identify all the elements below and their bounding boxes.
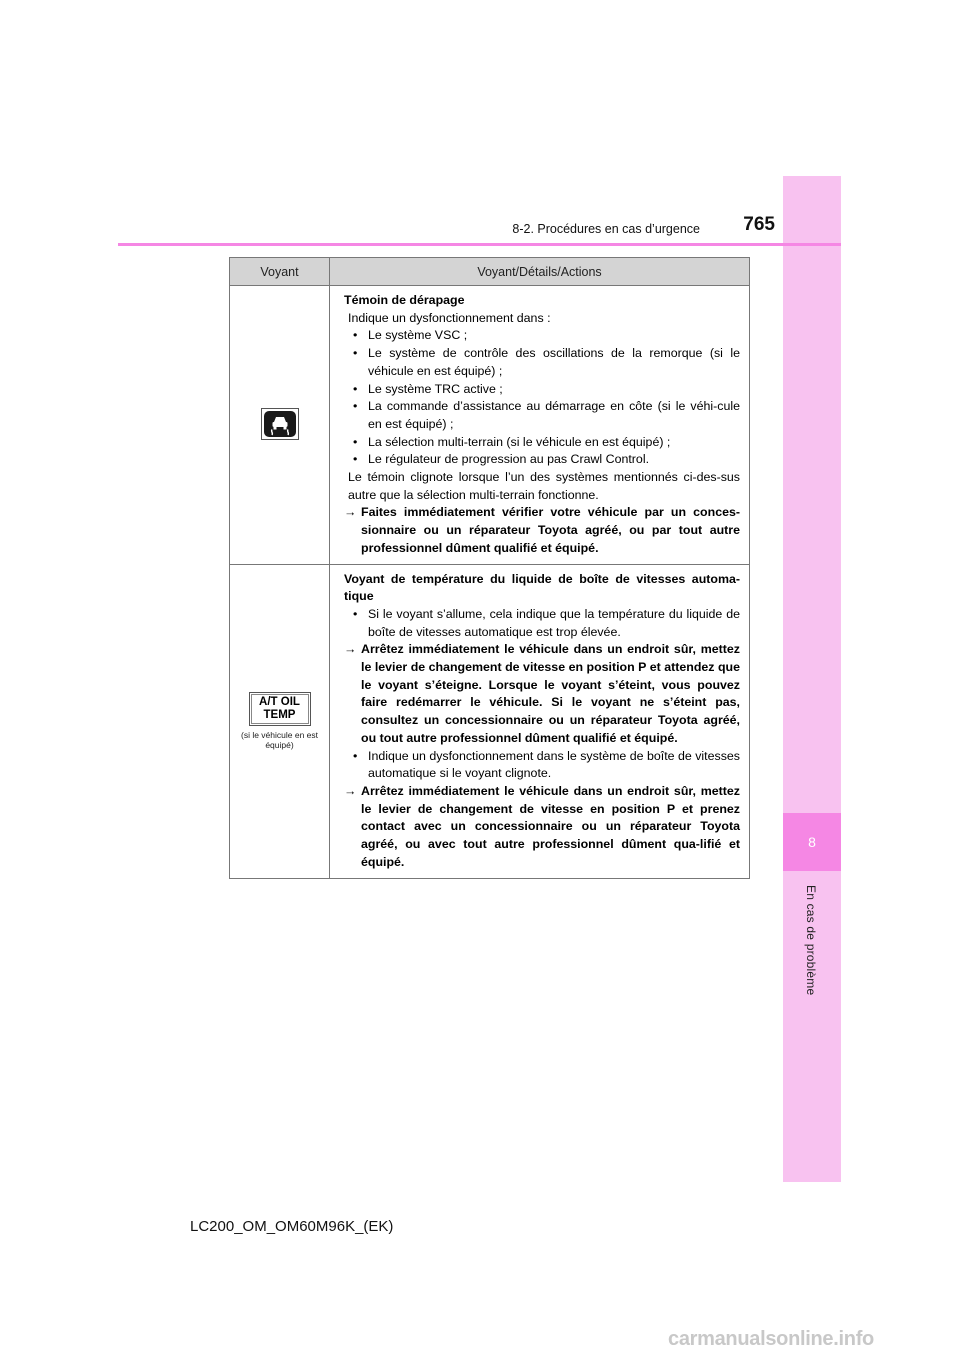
- column-header-light: Voyant: [230, 258, 330, 286]
- row-note: Le témoin clignote lorsque l’un des systèmes mentionnés ci-des-sus autre que la sélection multi-terrain fonctionne.: [348, 470, 740, 502]
- column-header-details: Voyant/Détails/Actions: [330, 258, 750, 286]
- arrow-icon: →: [344, 642, 357, 657]
- at-oil-temp-icon: A/T OIL TEMP: [249, 692, 311, 726]
- arrow-icon: →: [344, 783, 357, 798]
- section-title: 8-2. Procédures en cas d’urgence: [512, 222, 700, 236]
- icon-cell: [230, 564, 330, 878]
- watermark: carmanualsonline.info: [668, 1328, 874, 1350]
- table-row: [230, 564, 750, 878]
- skid-indicator-icon: [261, 408, 299, 440]
- action-instruction: → Arrêtez immédiatement le véhicule dans un endroit sûr, mettez le levier de changement de vitesse en position P et attendez que le voyant s’éteigne. Lorsque le voyant s’éteint, vous pouvez faire redémarrer le véhicule. Si le voyant ne s’éteint pas, consultez un concessionnaire ou un réparateur Toyota agréé, ou tout autre professionnel dûment qualifié et équipé.: [344, 641, 740, 747]
- row-intro: Indique un dysfonctionnement dans :: [348, 310, 551, 325]
- chapter-side-tab: [783, 176, 841, 1182]
- chapter-title: En cas de problème: [804, 885, 818, 996]
- list-item: • La sélection multi-terrain (si le véhicule en est équipé) ;: [353, 434, 671, 449]
- icon-note: (si le véhicule en est équipé): [240, 730, 318, 751]
- chapter-number: 8: [783, 813, 841, 871]
- details-cell: [330, 564, 750, 878]
- list-item: • La commande d’assistance au démarrage en côte (si le véhi-cule en est équipé) ;: [353, 399, 740, 431]
- list-item: • Le système TRC active ;: [353, 381, 503, 396]
- warning-lights-table: [229, 257, 750, 879]
- document-code: LC200_OM_OM60M96K_(EK): [190, 1218, 394, 1235]
- action-instruction: → Faites immédiatement vérifier votre véhicule par un conces-sionnaire ou un réparateur Toyota agréé, ou par tout autre professionnel dûment qualifié et équipé.: [344, 504, 740, 557]
- table-header-row: [230, 258, 750, 286]
- list-item: • Si le voyant s’allume, cela indique que la température du liquide de boîte de vitesses automatique est trop élevée.: [353, 606, 740, 639]
- header-rule: [118, 243, 841, 246]
- arrow-icon: →: [344, 505, 357, 520]
- list-item: • Indique un dysfonctionnement dans le système de boîte de vitesses automatique si le voyant clignote.: [353, 748, 740, 781]
- action-instruction: → Arrêtez immédiatement le véhicule dans un endroit sûr, mettez le levier de changement de vitesse en position P et prenez contact avec un concessionnaire ou un réparateur Toyota agréé, ou avec tout autre professionnel dûment qua-lifié et équipé.: [344, 783, 740, 872]
- table-row: [230, 286, 750, 565]
- icon-cell: [230, 286, 330, 565]
- row-title: Voyant de température du liquide de boîte de vitesses automa-tique: [344, 571, 740, 604]
- list-item: • Le système VSC ;: [353, 328, 468, 343]
- row-title: Témoin de dérapage: [344, 293, 465, 307]
- list-item: • Le système de contrôle des oscillations de la remorque (si le véhicule en est équipé) ;: [353, 346, 740, 378]
- details-cell: [330, 286, 750, 565]
- page-number: 765: [743, 214, 775, 235]
- list-item: • Le régulateur de progression au pas Crawl Control.: [353, 452, 650, 467]
